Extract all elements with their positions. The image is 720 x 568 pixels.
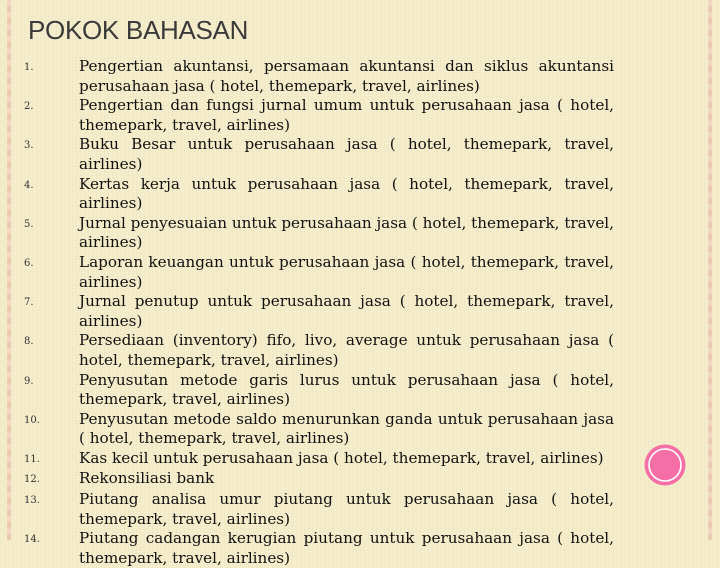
- item-text: Jurnal penutup untuk perusahaan jasa ( hotel, themepark, travel, airlines): [79, 292, 614, 330]
- item-number: 1.: [24, 62, 34, 73]
- item-number: 4.: [24, 179, 34, 191]
- list-item: [24, 292, 614, 331]
- item-text: Buku Besar untuk perusahaan jasa ( hotel, themepark, travel, airlines): [79, 135, 614, 173]
- list-item: [24, 469, 614, 490]
- list-item: [24, 96, 614, 135]
- item-number: 2.: [24, 101, 34, 113]
- list-item: [24, 135, 614, 174]
- item-number: 9.: [24, 375, 34, 387]
- item-text: Penyusutan metode saldo menurunkan ganda untuk perusahaan jasa ( hotel, themepark, travel, airlines): [79, 409, 614, 448]
- item-text: Laporan keuangan untuk perusahaan jasa ( hotel, themepark, travel, airlines): [79, 252, 614, 291]
- item-text: Piutang analisa umur piutang untuk perusahaan jasa ( hotel, themepark, travel, airlines): [79, 490, 614, 528]
- item-text: Pengertian akuntansi, persamaan akuntansi dan siklus akuntansi perusahaan jasa ( hotel, themepark, travel, airlines): [79, 57, 614, 95]
- item-text: Piutang cadangan kerugian piutang untuk perusahaan jasa ( hotel, themepark, travel, airlines): [79, 529, 614, 567]
- list-item: [24, 449, 614, 470]
- item-text: Jurnal penyesuaian untuk perusahaan jasa ( hotel, themepark, travel, airlines): [79, 213, 614, 252]
- right-border-stripe: [708, 0, 712, 540]
- item-number: 7.: [24, 297, 34, 309]
- list-item: [24, 214, 614, 253]
- list-item: [24, 175, 614, 214]
- item-number: 11.: [24, 453, 40, 465]
- item-number: 6.: [24, 257, 34, 269]
- item-number: 3.: [24, 140, 34, 152]
- left-border-stripe: [7, 0, 11, 540]
- item-number: 13.: [24, 495, 40, 507]
- item-number: 14.: [24, 534, 40, 546]
- list-item: [24, 490, 614, 529]
- list-item: [24, 331, 614, 370]
- item-text: Kas kecil untuk perusahaan jasa ( hotel, themepark, travel, airlines): [79, 448, 604, 467]
- item-number: 8.: [24, 336, 34, 348]
- item-number: 10.: [24, 414, 40, 426]
- topic-list: [24, 57, 614, 568]
- list-item: [24, 410, 614, 449]
- item-text: Rekonsiliasi bank: [79, 469, 215, 488]
- list-item: [24, 529, 614, 568]
- item-text: Penyusutan metode garis lurus untuk perusahaan jasa ( hotel, themepark, travel, airlines): [79, 370, 614, 409]
- item-number: 5.: [24, 218, 34, 230]
- list-item: [24, 57, 614, 96]
- item-text: Persediaan (inventory) fifo, livo, average untuk perusahaan jasa ( hotel, themepark, travel, airlines): [79, 331, 614, 369]
- item-text: Pengertian dan fungsi jurnal umum untuk perusahaan jasa ( hotel, themepark, travel, airlines): [79, 96, 614, 134]
- list-item: [24, 371, 614, 410]
- item-number: 12.: [24, 474, 40, 486]
- page-title: POKOK BAHASAN: [28, 15, 249, 45]
- list-item: [24, 253, 614, 292]
- item-text: Kertas kerja untuk perusahaan jasa ( hotel, themepark, travel, airlines): [79, 174, 614, 213]
- decorative-circle-icon: [644, 444, 686, 486]
